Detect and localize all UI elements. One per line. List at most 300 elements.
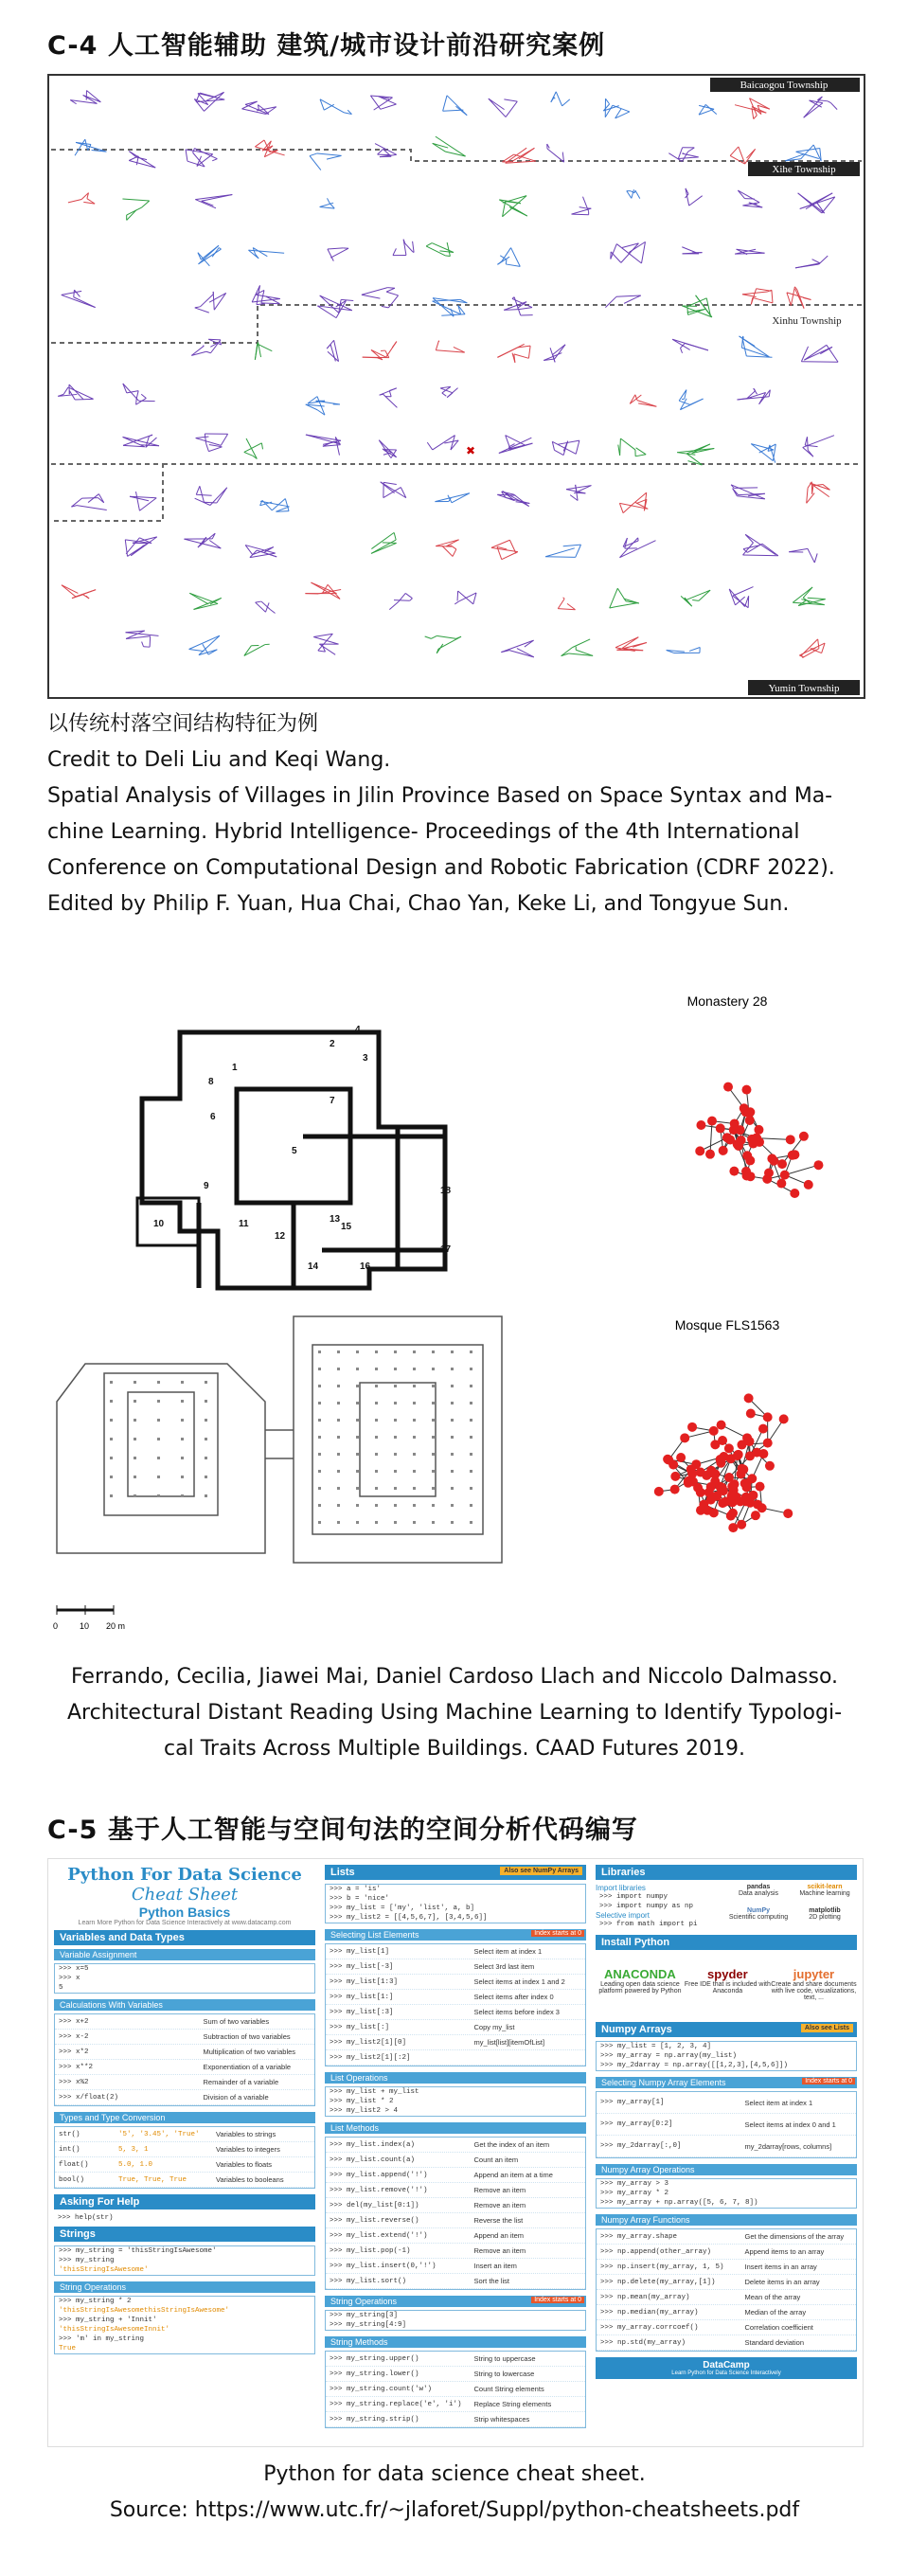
caption-line: Architectural Distant Reading Using Machine Learning to Identify Typologi- xyxy=(66,1701,843,1725)
graph-edge xyxy=(785,1165,819,1174)
plan-room-label: 4 xyxy=(355,1025,361,1035)
village-network xyxy=(551,92,570,106)
graph-node xyxy=(719,1486,728,1495)
section-bar xyxy=(596,2022,857,2037)
graph-node xyxy=(726,1512,736,1521)
table-row xyxy=(326,2198,585,2213)
map-label-yumin: Yumin Township xyxy=(768,683,840,694)
graph-node xyxy=(746,1172,756,1181)
lib-name: scikit-learn xyxy=(807,1884,843,1890)
village-network xyxy=(427,436,458,450)
code-line: True xyxy=(59,2345,77,2352)
graph-node xyxy=(748,1139,758,1149)
column-dot xyxy=(470,1453,472,1456)
column-dot xyxy=(413,1419,416,1422)
village-network xyxy=(58,385,93,400)
code-cell: >>> x-2 xyxy=(59,2032,89,2041)
village-network xyxy=(454,591,476,604)
graph-node xyxy=(737,1440,746,1450)
scale-label: 10 xyxy=(80,1621,90,1631)
desc-cell: Select items before index 3 xyxy=(473,2008,560,2016)
village-network xyxy=(425,635,461,653)
graph-node xyxy=(687,1422,697,1432)
column-dot xyxy=(134,1419,136,1422)
desc-cell: Select items at index 0 and 1 xyxy=(744,2120,836,2129)
graph-node xyxy=(716,1455,725,1464)
code-cell: >>> my_list[-3] xyxy=(330,1962,394,1971)
code-box xyxy=(325,1884,586,1923)
graph-node xyxy=(765,1461,775,1471)
village-network xyxy=(610,588,639,608)
desc-cell: Select item at index 1 xyxy=(473,1947,543,1956)
column-dot xyxy=(356,1351,359,1353)
village-network xyxy=(194,92,224,111)
caption-line: Spatial Analysis of Villages in Jilin Province Based on Space Syntax and Ma- xyxy=(47,784,833,808)
column-dot xyxy=(356,1470,359,1473)
graph-edge xyxy=(710,1121,712,1154)
subsection-bar: String Methods xyxy=(325,2336,586,2348)
village-network xyxy=(618,438,646,456)
table-row xyxy=(326,1944,585,1959)
column-dot xyxy=(356,1436,359,1439)
column-dot xyxy=(181,1419,184,1422)
village-network xyxy=(198,245,222,266)
section-bar xyxy=(325,1865,586,1880)
graph-node xyxy=(790,1189,799,1198)
caption-line: Source: https://www.utc.fr/~jlaforet/Suppl/python-cheatsheets.pdf xyxy=(109,2498,800,2522)
column-dot xyxy=(181,1381,184,1384)
table-row xyxy=(597,2290,856,2305)
column-dot xyxy=(318,1521,321,1524)
code-cell: >>> my_array.corrcoef() xyxy=(600,2323,699,2332)
table-row xyxy=(326,2020,585,2035)
desc-cell: Subtraction of two variables xyxy=(203,2032,291,2041)
column-dot xyxy=(157,1476,160,1478)
datacamp-footer xyxy=(596,2357,857,2379)
table-row xyxy=(326,2153,585,2168)
lib-name: NumPy xyxy=(746,1907,771,1914)
code-line: >>> my_2darray = np.array([[1,2,3],[4,5,6]]) xyxy=(600,2062,789,2069)
subsection-bar: Calculations With Variables xyxy=(54,1999,315,2011)
column-dot xyxy=(337,1453,340,1456)
code-box xyxy=(325,2086,586,2117)
column-dot xyxy=(470,1504,472,1507)
village-network xyxy=(740,336,773,357)
cheatsheet-title-italic: Cheat Sheet xyxy=(131,1885,239,1905)
python-cheat-sheet xyxy=(47,1858,864,2447)
graph-node xyxy=(780,1171,790,1180)
column-dot xyxy=(375,1504,378,1507)
desc-cell: Insert an item xyxy=(473,2262,517,2270)
village-network xyxy=(305,582,341,599)
column-dot xyxy=(451,1504,454,1507)
column-dot xyxy=(470,1436,472,1439)
section-bar: Strings xyxy=(54,2227,315,2242)
spyder-logo: spyder xyxy=(707,1967,748,1981)
village-network xyxy=(497,344,530,363)
village-network xyxy=(735,249,764,254)
table-row xyxy=(55,2127,314,2142)
code-line: >>> my_list2 = [[4,5,6,7], [3,4,5,6]] xyxy=(330,1914,488,1922)
code-line: >>> my_string * 2 xyxy=(59,2298,132,2305)
code-line: >>> 'm' in my_string xyxy=(59,2335,145,2343)
subsection-bar: Variable Assignment xyxy=(54,1949,315,1960)
code-line: >>> help(str) xyxy=(58,2214,114,2222)
subsection-label: Selecting Numpy Array Elements xyxy=(601,2078,726,2087)
column-dot xyxy=(451,1385,454,1387)
column-dot xyxy=(413,1504,416,1507)
column-dot xyxy=(394,1368,397,1370)
table-row xyxy=(55,2090,314,2105)
desc-cell: Exponentiation of a variable xyxy=(203,2063,292,2071)
column-dot xyxy=(470,1521,472,1524)
table-row xyxy=(55,2075,314,2090)
village-network xyxy=(313,634,338,654)
village-network xyxy=(191,339,221,355)
desc-cell xyxy=(470,2057,585,2059)
column-dot xyxy=(205,1457,207,1459)
graph-node xyxy=(786,1135,795,1144)
village-network xyxy=(370,96,396,110)
graph-node xyxy=(727,1481,737,1491)
code-line: >>> x=5 xyxy=(59,1965,89,1973)
table-row xyxy=(326,2138,585,2153)
code-cell: >>> my_list.insert(0,'!') xyxy=(330,2262,437,2270)
table-row xyxy=(55,2014,314,2030)
village-network xyxy=(627,189,640,198)
column-dot xyxy=(181,1400,184,1403)
column-dot xyxy=(451,1487,454,1490)
column-dot xyxy=(181,1476,184,1478)
desc-cell: Variables to integers xyxy=(216,2145,280,2154)
code-line: >>> my_string + 'Innit' xyxy=(59,2317,157,2324)
subsection-label: String Operations xyxy=(330,2297,398,2306)
plan-room-label: 7 xyxy=(330,1096,335,1106)
code-cell: 5, 3, 1 xyxy=(118,2145,149,2154)
village-network xyxy=(611,242,646,263)
column-dot xyxy=(375,1351,378,1353)
village-network xyxy=(440,386,457,397)
village-network xyxy=(682,295,712,317)
desc-cell: Select items after index 0 xyxy=(473,1993,554,2001)
desc-cell: Append an item at a time xyxy=(473,2171,553,2179)
column-dot xyxy=(394,1436,397,1439)
table-row xyxy=(597,2335,856,2351)
village-network xyxy=(317,295,353,318)
caption-line: chine Learning. Hybrid Intelligence- Proceedings of the 4th International xyxy=(47,820,800,844)
desc-cell: Remainder of a variable xyxy=(203,2078,279,2086)
code-cell: >>> x/float(2) xyxy=(59,2093,119,2102)
table-row xyxy=(597,2092,856,2114)
table-row xyxy=(597,2245,856,2260)
plan-room-label: 12 xyxy=(275,1231,286,1242)
column-dot xyxy=(337,1368,340,1370)
code-cell: >>> my_list2[1][:2] xyxy=(330,2053,411,2062)
index-tag: Index starts at 0 xyxy=(802,2078,855,2084)
graph-node xyxy=(763,1412,773,1422)
section-tag: Also see NumPy Arrays xyxy=(500,1867,582,1875)
code-cell: >>> np.std(my_array) xyxy=(600,2338,686,2347)
table-row xyxy=(597,2229,856,2245)
column-dot xyxy=(337,1504,340,1507)
lib-matplotlib xyxy=(793,1907,857,1929)
desc-cell: Sort the list xyxy=(473,2277,509,2285)
desc-cell: Delete items in an array xyxy=(744,2278,820,2286)
column-dot xyxy=(451,1521,454,1524)
village-network xyxy=(189,635,220,654)
graph-node xyxy=(670,1485,680,1494)
column-dot xyxy=(205,1438,207,1440)
column-dot xyxy=(394,1453,397,1456)
column-dot xyxy=(432,1402,435,1404)
graph-node xyxy=(670,1472,680,1481)
code-line: >>> my_list = ['my', 'list', a, b] xyxy=(330,1905,475,1912)
code-cell: >>> del(my_list[0:1]) xyxy=(330,2201,419,2209)
village-network xyxy=(122,199,149,220)
lib-desc: Data analysis xyxy=(738,1890,779,1897)
village-network xyxy=(380,388,398,408)
table-row xyxy=(597,2136,856,2157)
village-map-figure xyxy=(47,74,865,699)
floor-plans-and-graphs xyxy=(47,985,862,1638)
column-dot xyxy=(470,1351,472,1353)
village-network xyxy=(789,548,817,563)
graph-node xyxy=(741,1085,751,1095)
plan-room-label: 9 xyxy=(204,1181,209,1191)
village-network xyxy=(306,435,341,456)
code-line: >>> my_list * 2 xyxy=(330,2098,394,2105)
install-desc: Leading open data science platform powered by Python xyxy=(598,1981,682,1995)
column-dot xyxy=(318,1402,321,1404)
column-dot xyxy=(356,1402,359,1404)
table-row xyxy=(326,2367,585,2382)
village-network xyxy=(189,593,221,609)
desc-cell: Variables to strings xyxy=(216,2130,276,2138)
column-dot xyxy=(432,1419,435,1422)
code-cell: >>> np.insert(my_array, 1, 5) xyxy=(600,2263,724,2271)
column-dot xyxy=(375,1385,378,1387)
graph-node xyxy=(788,1151,797,1160)
code-box xyxy=(54,1963,315,1994)
column-dot xyxy=(110,1494,113,1497)
column-dot xyxy=(205,1476,207,1478)
selective-label: Selective import xyxy=(596,1911,650,1920)
code-box xyxy=(596,2178,857,2209)
desc-cell: my_2darray[rows, columns] xyxy=(744,2141,832,2151)
village-network xyxy=(126,631,159,647)
code-cell: >>> my_list.extend('!') xyxy=(330,2231,428,2240)
column-dot xyxy=(394,1521,397,1524)
graph-node xyxy=(736,1496,745,1506)
code-cell: True, True, True xyxy=(118,2175,187,2184)
select-table xyxy=(325,1943,586,2066)
village-network xyxy=(68,193,95,205)
cheatsheet-col-2 xyxy=(325,1865,586,2434)
graph-node xyxy=(753,1500,762,1510)
column-dot xyxy=(413,1470,416,1473)
desc-cell: Insert items in an array xyxy=(744,2263,817,2271)
column-dot xyxy=(470,1487,472,1490)
code-cell: >>> my_string.lower() xyxy=(330,2370,419,2378)
table-row xyxy=(55,2142,314,2157)
graph-node xyxy=(783,1509,793,1518)
caption-line: Ferrando, Cecilia, Jiawei Mai, Daniel Cardoso Llach and Niccolo Dalmasso. xyxy=(70,1665,839,1689)
column-dot xyxy=(157,1419,160,1422)
column-dot xyxy=(375,1487,378,1490)
column-dot xyxy=(356,1487,359,1490)
table-row xyxy=(55,2060,314,2075)
village-network xyxy=(544,345,565,363)
graph-node xyxy=(696,1468,705,1477)
village-network xyxy=(738,190,762,207)
lib-desc: 2D plotting xyxy=(809,1914,841,1921)
desc-cell: Append an item xyxy=(473,2231,525,2240)
village-network xyxy=(443,96,468,116)
subsection-bar: Numpy Array Functions xyxy=(596,2214,857,2226)
code-line: >>> import numpy as np xyxy=(599,1903,694,1910)
village-network xyxy=(320,198,335,208)
jupyter-logo: jupyter xyxy=(793,1967,835,1981)
desc-cell: Strip whitespaces xyxy=(473,2415,530,2424)
map-label-xinhu: Xinhu Township xyxy=(772,315,842,327)
column-dot xyxy=(432,1504,435,1507)
table-row xyxy=(55,2173,314,2188)
code-cell: >>> my_list.append('!') xyxy=(330,2171,428,2179)
desc-cell: Remove an item xyxy=(473,2246,526,2255)
column-dot xyxy=(337,1385,340,1387)
lib-desc: Machine learning xyxy=(799,1890,850,1897)
column-dot xyxy=(375,1521,378,1524)
village-network xyxy=(499,196,527,217)
desc-cell: String to uppercase xyxy=(473,2354,536,2363)
code-cell: >>> x+2 xyxy=(59,2017,89,2026)
village-network xyxy=(195,195,232,208)
village-network xyxy=(123,435,159,447)
column-dot xyxy=(356,1385,359,1387)
calc-table xyxy=(54,2013,315,2106)
village-map xyxy=(49,76,864,697)
column-dot xyxy=(337,1419,340,1422)
village-network xyxy=(807,482,830,504)
column-dot xyxy=(451,1351,454,1353)
graph-node xyxy=(742,1151,752,1160)
plan-room-label: 11 xyxy=(239,1219,249,1229)
plan-room-label: 14 xyxy=(308,1261,319,1272)
code-line: 'thisStringIsAwesomethisStringIsAwesome' xyxy=(59,2307,230,2315)
village-network xyxy=(795,256,828,268)
village-network xyxy=(241,101,276,115)
village-network xyxy=(245,546,276,558)
code-cell: >>> my_list.remove('!') xyxy=(330,2186,428,2194)
c5-caption xyxy=(28,2457,881,2529)
code-line: 'thisStringIsAwesomeInnit' xyxy=(59,2326,170,2334)
plan-room-label: 10 xyxy=(153,1219,165,1229)
table-row xyxy=(326,2274,585,2289)
village-network xyxy=(62,290,96,307)
graph-node xyxy=(668,1460,678,1470)
section-bar: Libraries xyxy=(596,1865,857,1880)
code-cell: >>> x*2 xyxy=(59,2048,89,2056)
table-row xyxy=(326,1959,585,1975)
desc-cell: Variables to booleans xyxy=(216,2175,284,2184)
village-network xyxy=(679,390,703,410)
village-network xyxy=(371,532,397,553)
libraries-block xyxy=(596,1884,857,1929)
install-block xyxy=(596,1954,857,2022)
scale-label: 20 m xyxy=(106,1621,126,1631)
column-dot xyxy=(375,1368,378,1370)
graph-node xyxy=(777,1159,787,1169)
column-dot xyxy=(375,1436,378,1439)
center-marker: ✖ xyxy=(466,444,476,457)
graph-node xyxy=(763,1439,773,1448)
column-dot xyxy=(413,1436,416,1439)
column-dot xyxy=(356,1504,359,1507)
village-network xyxy=(432,298,467,317)
code-cell: >>> np.median(my_array) xyxy=(600,2308,699,2317)
graph-node xyxy=(695,1146,704,1155)
code-line: >>> my_array + np.array([5, 6, 7, 8]) xyxy=(600,2199,758,2207)
village-network xyxy=(433,136,466,156)
graph-node xyxy=(707,1117,717,1126)
column-dot xyxy=(375,1419,378,1422)
village-network xyxy=(630,395,656,406)
village-network xyxy=(682,247,702,254)
column-dot xyxy=(110,1457,113,1459)
village-network xyxy=(742,289,773,305)
graph-node xyxy=(706,1495,716,1505)
caption-line: cal Traits Across Multiple Buildings. CAAD Futures 2019. xyxy=(164,1737,745,1761)
village-network xyxy=(379,440,396,458)
column-dot xyxy=(205,1494,207,1497)
code-line: >>> my_string[3] xyxy=(330,2312,399,2319)
code-cell: >>> my_list[1:] xyxy=(330,1993,394,2001)
column-dot xyxy=(432,1436,435,1439)
village-network xyxy=(306,397,340,416)
column-dot xyxy=(432,1385,435,1387)
village-network xyxy=(71,494,106,510)
village-network xyxy=(260,498,290,511)
index-tag: Index starts at 0 xyxy=(531,2297,584,2303)
code-cell: >>> my_list.pop(-1) xyxy=(330,2246,411,2255)
desc-cell: String to lowercase xyxy=(473,2370,535,2378)
village-network xyxy=(70,91,100,104)
graph-node xyxy=(745,1116,755,1125)
village-network xyxy=(552,440,579,455)
code-box xyxy=(54,2245,315,2276)
village-network xyxy=(545,545,580,557)
code-cell: >>> my_list.index(a) xyxy=(330,2140,416,2149)
column-dot xyxy=(451,1419,454,1422)
column-dot xyxy=(394,1487,397,1490)
table-row xyxy=(326,2035,585,2050)
village-network xyxy=(491,540,518,559)
code-line: >>> my_list2 > 4 xyxy=(330,2107,399,2115)
code-cell: bool() xyxy=(59,2175,85,2184)
code-cell: >>> my_list[1:3] xyxy=(330,1977,399,1986)
table-row xyxy=(597,2260,856,2275)
village-network xyxy=(256,601,276,613)
code-cell: >>> my_list.sort() xyxy=(330,2277,407,2285)
column-dot xyxy=(318,1487,321,1490)
column-dot xyxy=(394,1351,397,1353)
graph-node xyxy=(804,1180,813,1190)
graph-node xyxy=(727,1492,737,1501)
village-network xyxy=(62,585,96,599)
village-network xyxy=(785,145,821,161)
graph-node xyxy=(724,1443,734,1453)
plan-room-label: 2 xyxy=(330,1039,335,1049)
